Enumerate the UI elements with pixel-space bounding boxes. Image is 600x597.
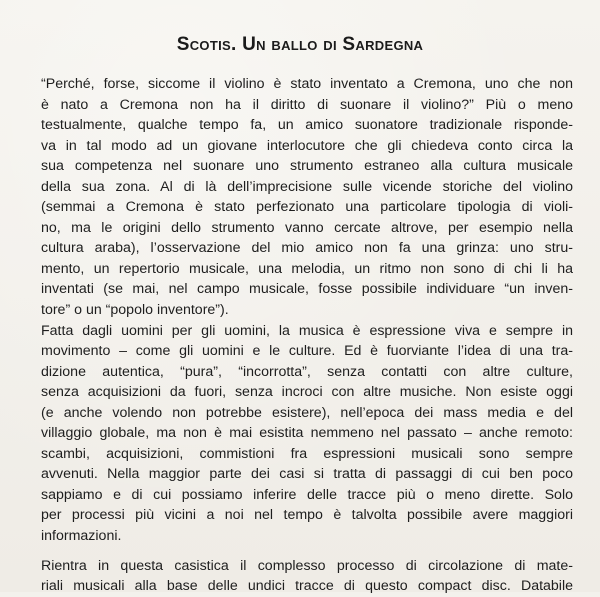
text-line: riali musicali alla base delle undici tracce di questo compact disc. Databile [41,578,573,595]
text-line: (e anche volendo non potrebbe esistere), nell’epoca dei mass media e del [41,404,573,421]
text-line: scambi, acquisizioni, commistioni fra espressioni musicali sono sempre [41,445,573,462]
page-title: Scotis. Un ballo di Sardegna [176,34,424,55]
text-line: villaggio globale, ma non è mai esistita nemmeno nel passato – anche remoto: [41,425,573,442]
text-line: della sua zona. Al di là dell’imprecisione sulle vicende storiche del violino [41,178,573,195]
text-line: sua competenza nel suonare uno strumento estraneo alla cultura musicale [41,158,573,175]
text-line: inventati (se mai, nel campo musicale, fosse possibile individuare “un inven- [41,281,573,298]
text-line: Fatta dagli uomini per gli uomini, la musica è espressione viva e sempre in [41,322,573,339]
text-line: testualmente, qualche tempo fa, un amico suonatore tradizionale risponde- [41,117,573,134]
text-line: è nato a Cremona non ha il diritto di suonare il violino?” Più o meno [41,96,573,113]
text-line: per processi più vicini a noi nel tempo è talvolta possibile avere maggiori [41,507,573,524]
paragraph-3 [41,556,573,597]
text-line: avvenuti. Nella maggior parte dei casi si tratta di passaggi di cui ben poco [41,466,573,483]
text-line: Rientra in questa casistica il complesso processo di circolazione di mate- [41,557,573,574]
text-line: movimento – come gli uomini e le culture. Ed è fuorviante l’idea di una tra- [41,343,573,360]
paragraph-2 [41,321,573,547]
text-line: “Perché, forse, siccome il violino è stato inventato a Cremona, uno che non [41,76,573,92]
text-line: informazioni. [41,528,122,545]
paragraph-spacer [41,547,573,556]
text-line: tore” o un “popolo inventore”). [41,302,229,319]
text-line: mento, un repertorio musicale, una melodia, un ritmo non sono di chi li ha [41,260,573,277]
body-text [41,74,573,597]
text-line: cultura araba), l’osservazione del mio amico non fa una grinza: uno stru- [41,240,573,257]
text-line: (semmai a Cremona è stato perfezionato una particolare tipologia di violi- [41,199,573,216]
text-line: no, ma le origini dello strumento vanno cercate altrove, per esempio nella [41,219,573,236]
text-line: dizione autentica, “pura”, “incorrotta”, senza contatti con altre culture, [41,363,573,380]
text-line: va in tal modo ad un giovane interlocutore che gli chiedeva conto circa la [41,137,573,154]
text-line: senza acquisizioni da fuori, senza incroci con altre musiche. Non esiste oggi [41,384,573,401]
text-line: sappiamo e di cui possiamo inferire delle tracce più o meno dirette. Solo [41,486,573,503]
paragraph-1 [41,74,573,321]
